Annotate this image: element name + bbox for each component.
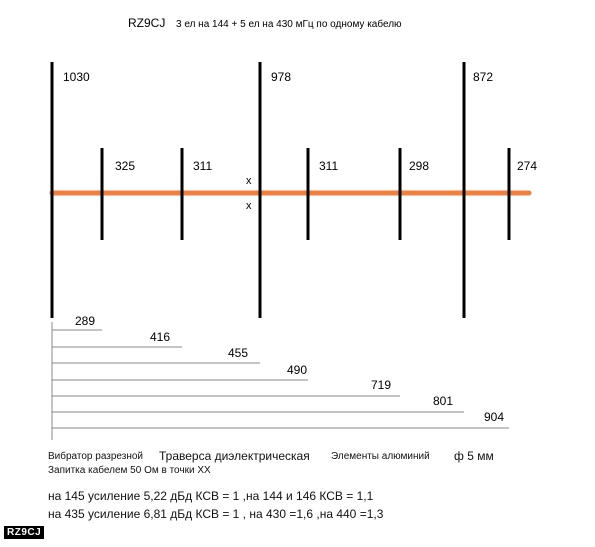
title-subtitle: 3 ел на 144 + 5 ел на 430 мГц по одному кабелю: [176, 19, 402, 30]
feed-mark-bottom: x: [246, 200, 252, 212]
spacing-label-904: 904: [484, 410, 505, 424]
note-boom: Траверса диэлектрическая: [159, 449, 310, 463]
spacing-label-490: 490: [287, 363, 308, 377]
feed-mark-top: x: [246, 175, 252, 187]
spacing-label-719: 719: [371, 378, 392, 392]
element-label-325: 325: [115, 159, 136, 173]
note-feed: Запитка кабелем 50 Ом в точки ХХ: [48, 465, 211, 476]
spacing-label-416: 416: [150, 330, 171, 344]
note-gain-145: на 145 усиление 5,22 дБд КСВ = 1 ,на 144 и 146 КСВ = 1,1: [48, 489, 374, 503]
element-label-872: 872: [473, 70, 494, 84]
title-callsign: RZ9CJ: [128, 16, 166, 30]
element-label-311-a: 311: [193, 159, 213, 173]
element-label-1030: 1030: [63, 70, 90, 84]
note-gain-435: на 435 усиление 6,81 дБд КСВ = 1 , на 430 =1,6 ,на 440 =1,3: [48, 507, 384, 521]
element-label-311-b: 311: [319, 159, 339, 173]
spacing-label-801: 801: [433, 394, 454, 408]
element-label-978: 978: [271, 70, 292, 84]
note-elements-material: Элементы алюминий: [331, 451, 430, 462]
element-label-298: 298: [409, 159, 430, 173]
note-vibrator: Вибратор разрезной: [48, 451, 144, 462]
note-diameter: ф 5 мм: [454, 449, 494, 463]
spacing-label-289: 289: [75, 314, 96, 328]
spacing-label-455: 455: [228, 346, 249, 360]
watermark-stamp: RZ9CJ: [4, 526, 44, 539]
element-label-274: 274: [517, 159, 538, 173]
